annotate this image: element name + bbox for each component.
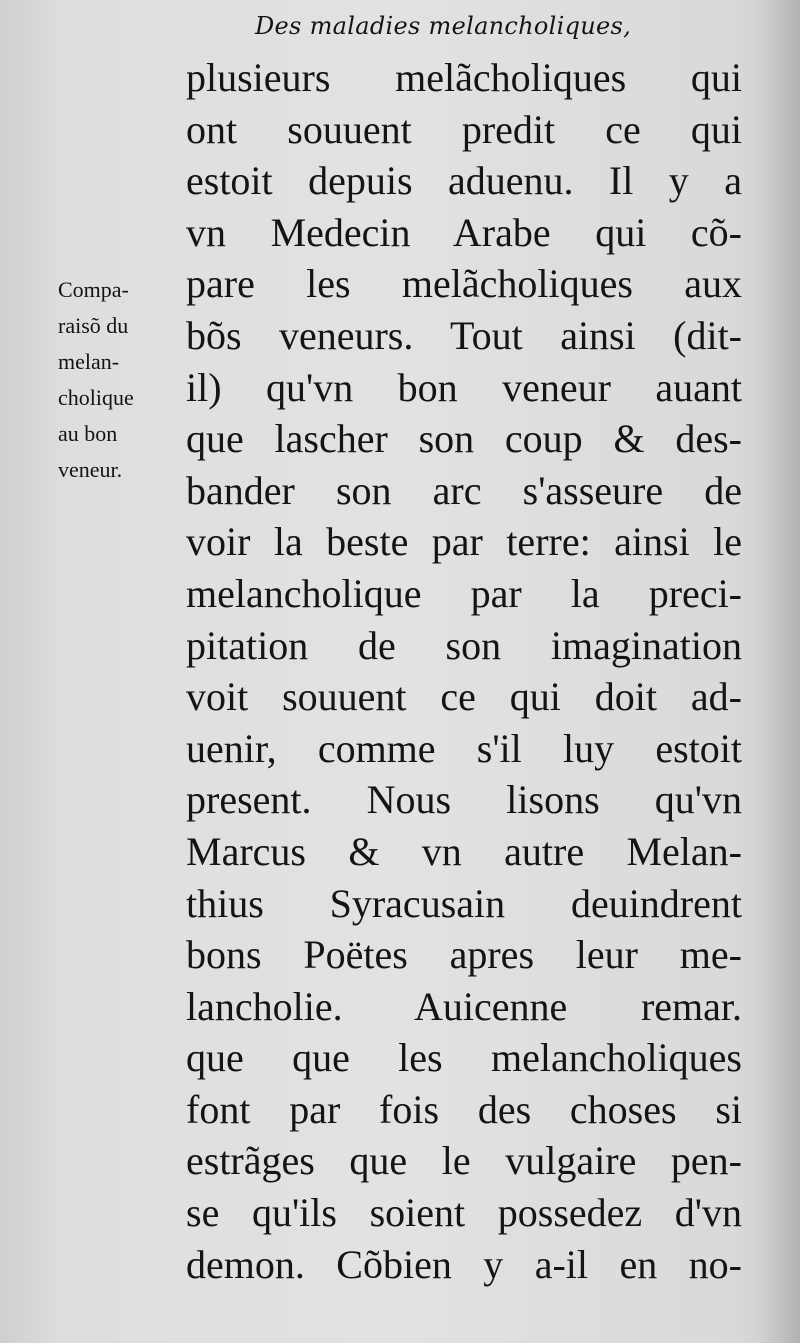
text-line: vn Medecin Arabe qui cõ- <box>186 209 742 255</box>
running-header: Des maladies melancholiques, <box>255 12 632 40</box>
body-text <box>186 52 742 1290</box>
margin-note <box>58 272 182 488</box>
text-line: bõs veneurs. Tout ainsi (dit- <box>186 312 742 358</box>
text-line: voit souuent ce qui doit ad- <box>186 674 742 720</box>
text-line: que lascher son coup & des- <box>186 416 742 462</box>
text-line: plusieurs melãcholiques qui <box>186 55 742 100</box>
text-line: melancholique par la preci- <box>186 570 742 616</box>
margin-note-line: Compa- <box>58 277 129 302</box>
margin-note-line: au bon <box>58 421 118 446</box>
text-line: uenir, comme s'il luy estoit <box>186 725 742 771</box>
text-line: estrãges que le vulgaire pen- <box>186 1138 742 1184</box>
text-line: il) qu'vn bon veneur auant <box>186 364 742 410</box>
margin-note-line: melan- <box>58 349 120 374</box>
text-line: pitation de son imagination <box>186 622 742 668</box>
margin-note-line: cholique <box>58 385 134 410</box>
text-line: demon. Cõbien y a-il en no- <box>186 1241 742 1287</box>
text-line: present. Nous lisons qu'vn <box>186 777 742 823</box>
text-line: thius Syracusain deuindrent <box>186 880 742 926</box>
text-line: que que les melancholiques <box>186 1035 742 1081</box>
text-line: Marcus & vn autre Melan- <box>186 828 742 874</box>
text-line: bons Poëtes apres leur me- <box>186 932 742 978</box>
text-line: ont souuent predit ce qui <box>186 106 742 152</box>
text-line: lancholie. Auicenne remar. <box>186 983 742 1029</box>
text-line: bander son arc s'asseure de <box>186 467 742 513</box>
page-gutter-shadow <box>760 0 800 1343</box>
text-line: se qu'ils soient possedez d'vn <box>186 1190 742 1236</box>
margin-note-line: raisõ du <box>58 313 129 338</box>
text-line: voir la beste par terre: ainsi le <box>186 519 742 565</box>
text-line: estoit depuis aduenu. Il y a <box>186 158 742 204</box>
text-line: pare les melãcholiques aux <box>186 261 742 307</box>
margin-note-line: veneur. <box>58 457 123 482</box>
text-line: font par fois des choses si <box>186 1086 742 1132</box>
